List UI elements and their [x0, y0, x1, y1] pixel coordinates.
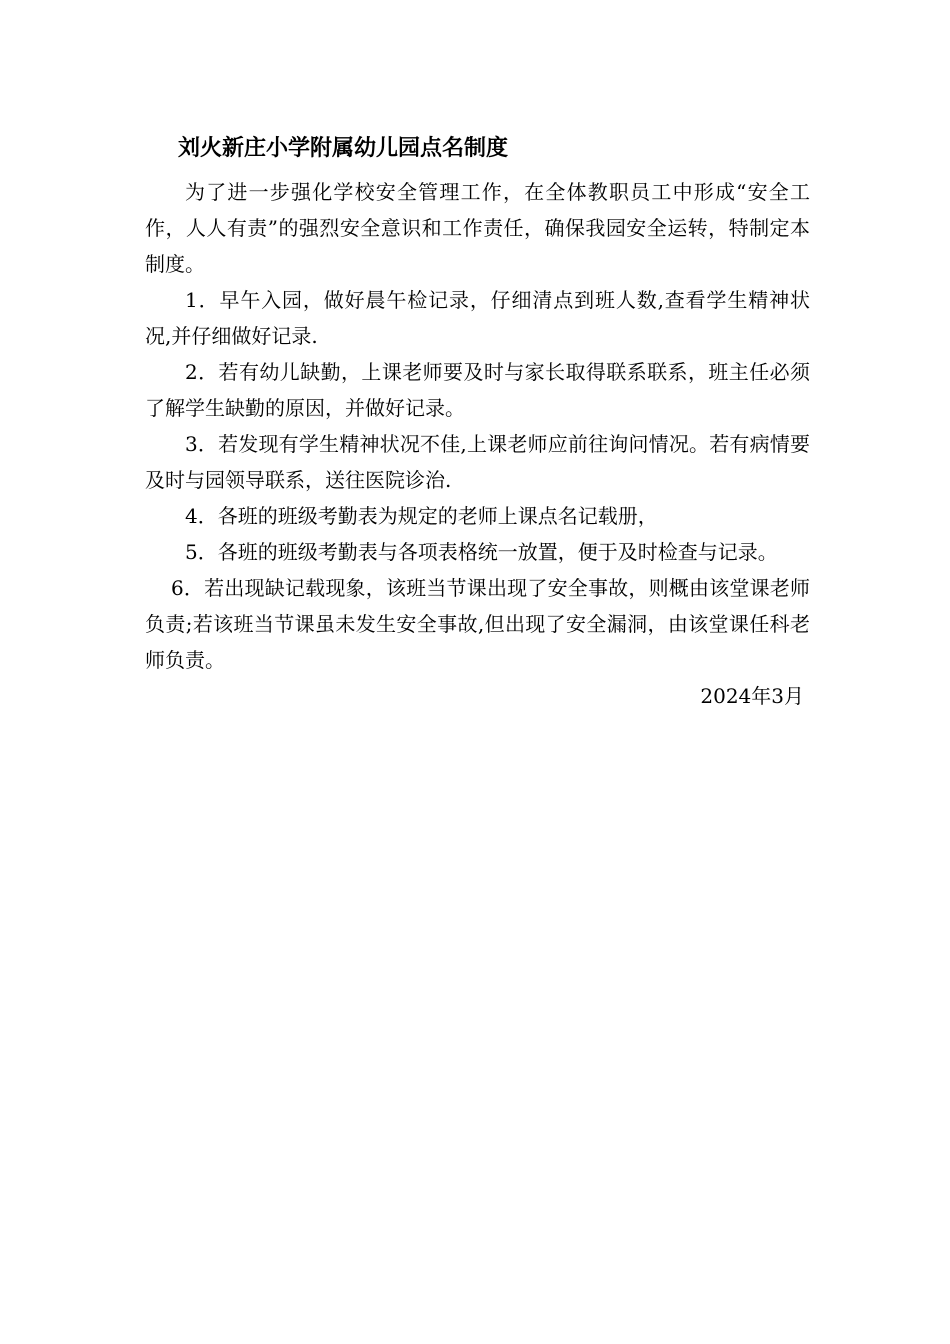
document-date: 2024年3月: [700, 684, 804, 708]
rule-item-1: 1．早午入园，做好晨午检记录，仔细清点到班人数,查看学生精神状况,并仔细做好记录.: [145, 288, 810, 348]
document-body: [145, 128, 810, 714]
rule-item-6: 6．若出现缺记载现象，该班当节课出现了安全事故，则概由该堂课老师负责;若该班当节课虽未发生安全事故,但出现了安全漏洞，由该堂课任科老师负责。: [145, 576, 810, 672]
intro-paragraph: 为了进一步强化学校安全管理工作，在全体教职员工中形成“安全工作，人人有责”的强烈安全意识和工作责任，确保我园安全运转，特制定本制度。: [145, 180, 810, 276]
rule-item-5: 5．各班的班级考勤表与各项表格统一放置，便于及时检查与记录。: [185, 540, 778, 564]
rule-item-3: 3．若发现有学生精神状况不佳,上课老师应前往询问情况。若有病情要及时与园领导联系，送往医院诊治.: [145, 432, 810, 492]
document-title: 刘火新庄小学附属幼儿园点名制度: [178, 136, 509, 161]
rule-item-2: 2．若有幼儿缺勤，上课老师要及时与家长取得联系联系，班主任必须了解学生缺勤的原因，并做好记录。: [145, 360, 810, 420]
rule-item-4: 4．各班的班级考勤表为规定的老师上课点名记载册，: [185, 504, 658, 528]
